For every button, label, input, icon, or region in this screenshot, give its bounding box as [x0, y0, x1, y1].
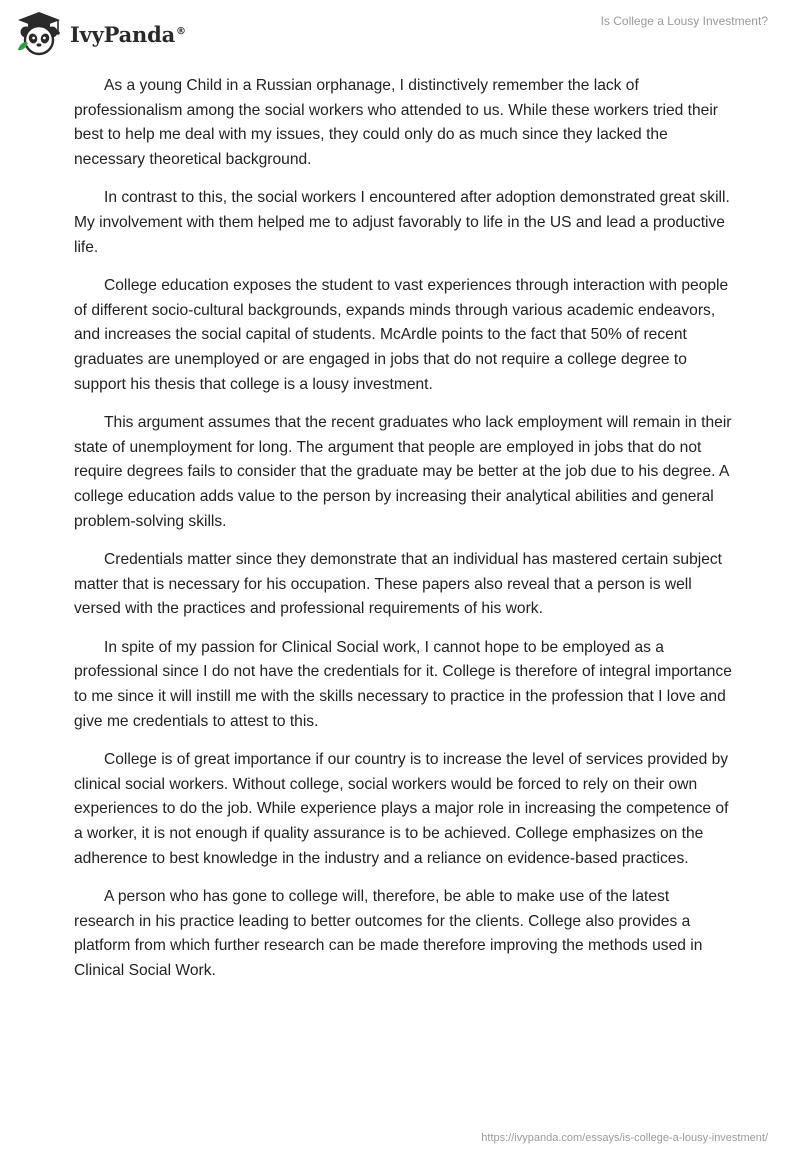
paragraph-6: In spite of my passion for Clinical Social work, I cannot hope to be employed as a professional since I do not have the credentials for it. College is therefore of integral importance to me since it will instill me with the skills necessary to practice in the profession that I love and give me credentials to attest to this. [74, 638, 732, 730]
logo-wordmark [70, 22, 186, 47]
panda-logo-icon [14, 10, 64, 56]
paragraph-3: College education exposes the student to vast experiences through interaction with people of different socio-cultural backgrounds, expands minds through various academic endeavors, and increases the social capital of students. McArdle points to the fact that 50% of recent graduates are unemployed or are engaged in jobs that do not require a college degree to support his thesis that college is a lousy investment. [74, 277, 729, 393]
registered-mark: ® [176, 25, 186, 37]
ivypanda-logo[interactable] [14, 8, 194, 58]
paragraph-8: A person who has gone to college will, therefore, be able to make use of the latest research in his practice leading to better outcomes for the clients. College also provides a platform from which further research can be made therefore improving the methods used in Clinical Social Work. [74, 888, 703, 979]
paragraph-7: College is of great importance if our country is to increase the level of services provided by clinical social workers. Without college, social workers would be forced to rely on their own experiences to do the job. While experience plays a major role in increasing the competence of a worker, it is not enough if quality assurance is to be achieved. College emphasizes on the adherence to best knowledge in the industry and a reliance on evidence-based practices. [74, 751, 729, 867]
document-title: Is College a Lousy Investment? [600, 14, 768, 28]
paragraph-1: As a young Child in a Russian orphanage, I distinctively remember the lack of professionalism among the social workers who attended to us. While these workers tried their best to help me deal with my issues, they could only do as much since they lacked the necessary theoretical background. [74, 77, 718, 168]
paragraph-2: In contrast to this, the social workers I encountered after adoption demonstrated great skill. My involvement with them helped me to adjust favorably to life in the US and lead a productive life. [74, 189, 730, 256]
paragraph-4: This argument assumes that the recent graduates who lack employment will remain in their state of unemployment for long. The argument that people are employed in jobs that do not require degrees fails to consider that the graduate may be better at the job due to his degree. A college education adds value to the person by increasing their analytical abilities and general problem-solving skills. [74, 414, 732, 530]
source-url-link[interactable]: https://ivypanda.com/essays/is-college-a-lousy-investment/ [481, 1132, 768, 1144]
page-header [0, 0, 800, 70]
paragraph-5: Credentials matter since they demonstrate that an individual has mastered certain subject matter that is necessary for his occupation. These papers also reveal that a person is well versed with the practices and professional requirements of his work. [74, 551, 723, 618]
essay-body [74, 74, 734, 998]
logo-text: IvyPanda [70, 21, 176, 47]
